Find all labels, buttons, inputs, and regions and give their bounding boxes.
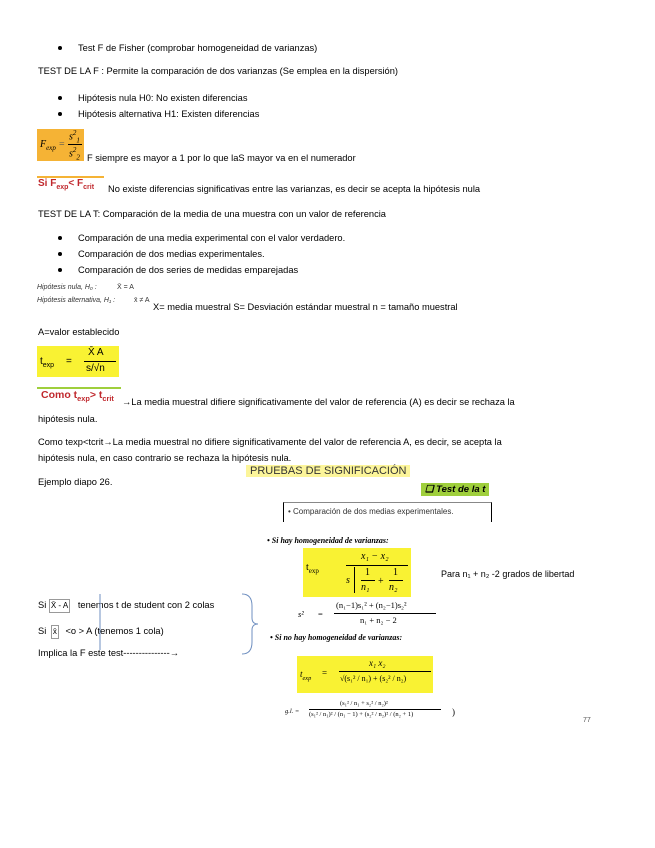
homog-title: • Si hay homogeneidad de varianzas: (267, 536, 389, 545)
si-one-tail: Si x̄ <o > A (tenemos 1 cola) (38, 625, 164, 639)
slide-box: • Comparación de dos medias experimentales. (283, 502, 492, 522)
bullet-text: Hipótesis nula H0: No existen diferencias (78, 93, 248, 103)
como2-line1: Como texp<tcrit→La media muestral no difiere significativamente del valor de referencia A, es decir, se acepta la (38, 437, 502, 447)
si-two-tails: Si X̄ - A tenemos t de student con 2 colas (38, 599, 214, 613)
bullet-text: Test F de Fisher (comprobar homogeneidad de varianzas) (78, 43, 318, 53)
hyp-note: X= media muestral S= Desviación estándar muestral n = tamaño muestral (153, 302, 458, 312)
bullet-text: Hipótesis alternativa H1: Existen diferencias (78, 109, 260, 119)
como-note-cont: hipótesis nula. (38, 414, 98, 424)
como-condition: Como $t_{exp}> t_{crit}$ (41, 389, 114, 404)
bullet-text: Comparación de dos medias experimentales. (78, 249, 265, 259)
bullet-dot (58, 268, 62, 272)
page-number: 77 (583, 717, 591, 724)
formula-t-nohomog: $t_{exp}$ = x₁ x₂ √(s₁² / n₁) + (s₂² / n₂) (297, 656, 433, 693)
nohomog-title: • Si no hay homogeneidad de varianzas: (270, 633, 403, 642)
implica-f: Implica la F este test---------------→ (38, 648, 179, 658)
test-t-heading: TEST DE LA T: Comparación de la media de una muestra con un valor de referencia (38, 209, 386, 219)
hyp-null: Hipótesis nula, H₀ : X̄ = A (37, 284, 134, 291)
si-f-note: No existe diferencias significativas entre las varianzas, es decir se acepta la hipótesis nula (108, 184, 481, 194)
como2-line2: hipótesis nula, en caso contrario se rechaza la hipótesis nula. (38, 453, 292, 463)
brace-lines (94, 592, 264, 662)
si-f-condition: Si $F_{exp}< F_{crit}$ (38, 178, 95, 191)
bullet-text: Comparación de dos series de medidas emparejadas (78, 265, 299, 275)
bullet-text: Comparación de una media experimental con el valor verdadero. (78, 233, 346, 243)
para-gl: Para n₁ + n₂ -2 grados de libertad (441, 569, 575, 579)
slide-title: PRUEBAS DE SIGNIFICACIÓN (246, 465, 410, 477)
bullet-dot (58, 46, 62, 50)
a-definition: A=valor establecido (38, 327, 120, 337)
test-f-heading: TEST DE LA F : Permite la comparación de dos varianzas (Se emplea en la dispersión) (38, 66, 398, 76)
bullet-dot (58, 252, 62, 256)
f-note: F siempre es mayor a 1 por lo que laS mayor va en el numerador (87, 153, 356, 163)
formula-t-homog: $t_{exp}$ x₁ − x₂ s 1 n₁ + 1 n₂ (303, 548, 411, 597)
formula-t: $t_{exp}$ = X̄ A s/√n (37, 346, 119, 377)
slide-badge: ❑ Test de la t (421, 483, 489, 496)
ejemplo: Ejemplo diapo 26. (38, 477, 113, 487)
hyp-alt: Hipótesis alternativa, H₁ : x̄ ≠ A (37, 297, 150, 304)
formula-f: $F_{exp}$ = $s^2_1$ $s^2_2$ (37, 129, 84, 161)
bullet-dot (58, 96, 62, 100)
bullet-dot (58, 236, 62, 240)
bullet-dot (58, 112, 62, 116)
como-note: →La media muestral difiere significativamente del valor de referencia (A) es decir se rechaza la (122, 397, 515, 407)
